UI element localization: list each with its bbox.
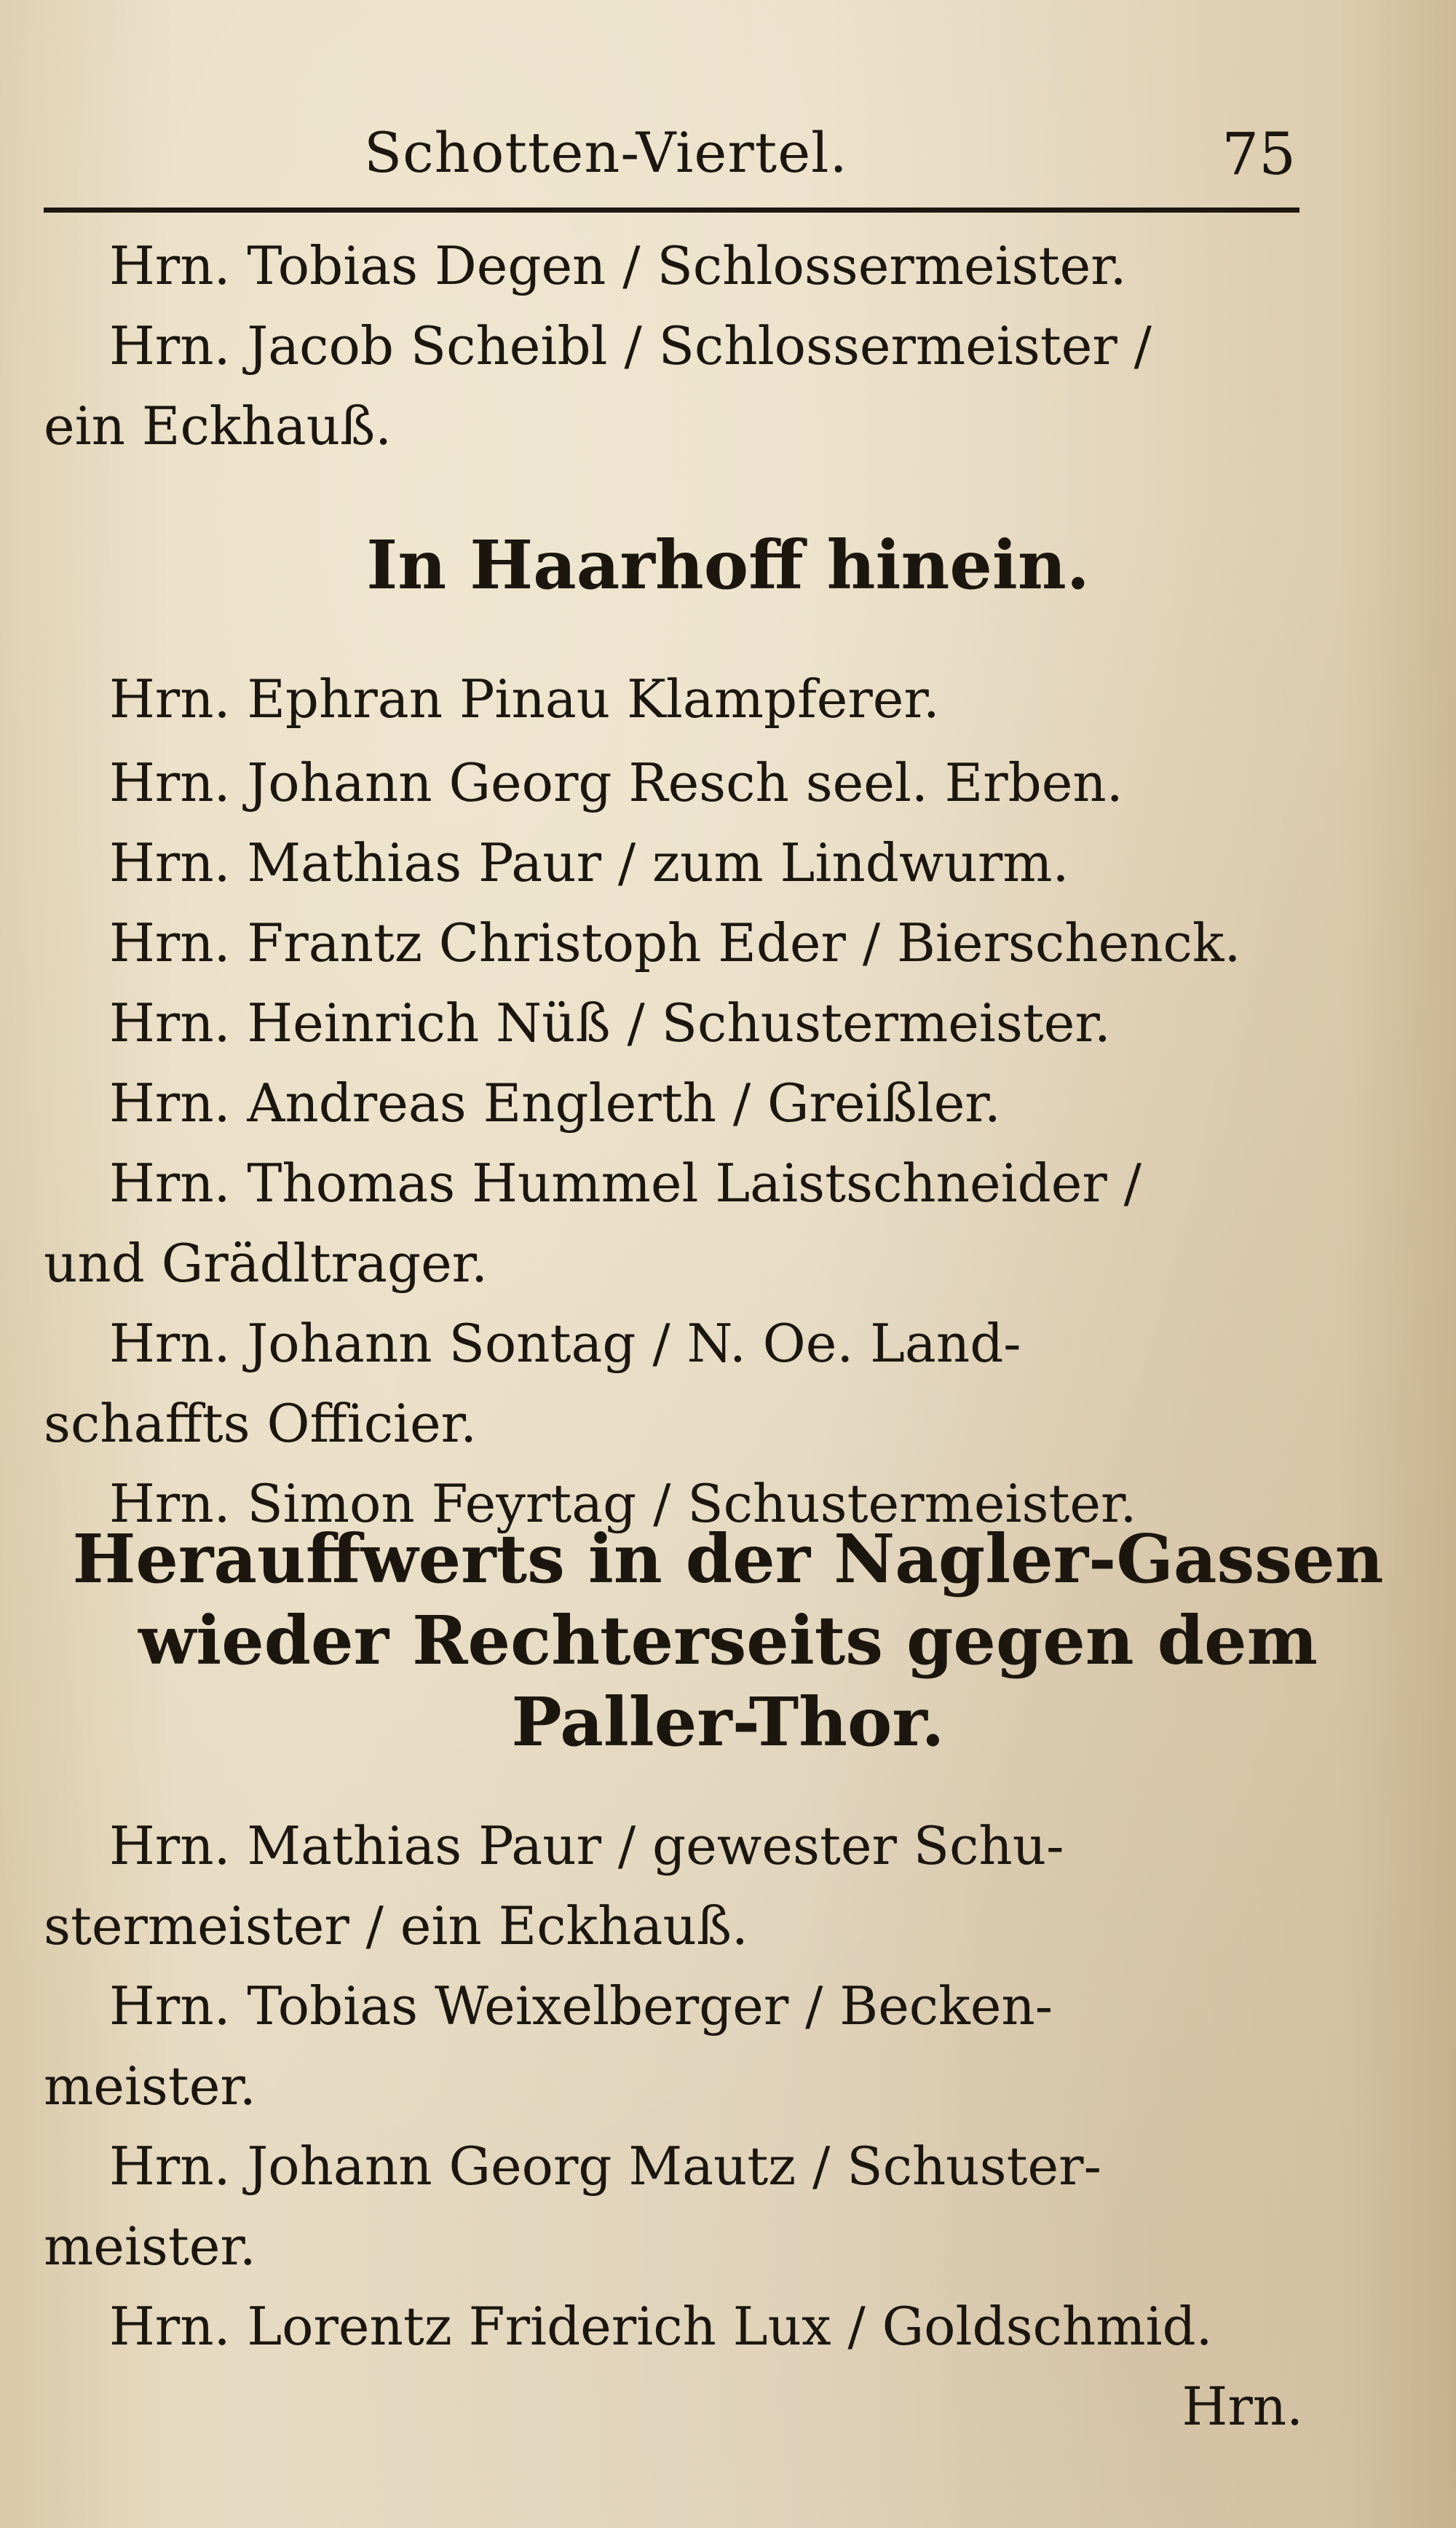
text-line: Hrn. Jacob Scheibl / Schlossermeister / (109, 315, 1152, 376)
section-heading: In Haarhoff hinein. (366, 526, 1090, 604)
text-line: Hrn. Lorentz Friderich Lux / Goldschmid. (109, 2296, 1213, 2357)
header-title: Schotten-Viertel. (364, 120, 848, 185)
header-rule (44, 208, 1299, 213)
text-line: ein Eckhauß. (44, 395, 392, 457)
page-number: 75 (1222, 120, 1296, 188)
text-line: Hrn. Johann Sontag / N. Oe. Land- (109, 1313, 1021, 1374)
section-heading: Paller-Thor. (511, 1683, 945, 1761)
text-line: Hrn. Johann Georg Resch seel. Erben. (109, 752, 1123, 813)
text-line: Hrn. Johann Georg Mautz / Schuster- (109, 2136, 1101, 2197)
text-line: Hrn. Tobias Weixelberger / Becken- (109, 1975, 1053, 2037)
text-line: schaffts Officier. (44, 1393, 478, 1454)
text-line: Hrn. Tobias Degen / Schlossermeister. (109, 235, 1127, 296)
text-line: Hrn. Simon Feyrtag / Schustermeister. (109, 1473, 1137, 1534)
catchword: Hrn. (1182, 2376, 1303, 2437)
section-heading: wieder Rechterseits gegen dem (138, 1601, 1318, 1680)
text-line: und Grädltrager. (44, 1233, 488, 1294)
text-line: Hrn. Thomas Hummel Laistschneider / (109, 1153, 1142, 1214)
section-heading: Herauffwerts in der Nagler-Gassen (72, 1520, 1384, 1598)
text-line: Hrn. Mathias Paur / zum Lindwurm. (109, 832, 1069, 893)
text-line: meister. (44, 2055, 256, 2117)
text-line: stermeister / ein Eckhauß. (44, 1895, 748, 1956)
text-line: Hrn. Ephran Pinau Klampferer. (109, 668, 940, 730)
text-line: meister. (44, 2216, 256, 2277)
text-line: Hrn. Andreas Englerth / Greißler. (109, 1073, 1001, 1134)
text-line: Hrn. Mathias Paur / gewester Schu- (109, 1815, 1064, 1876)
running-header (349, 120, 1296, 208)
text-line: Hrn. Heinrich Nüß / Schustermeister. (109, 992, 1111, 1054)
text-line: Hrn. Frantz Christoph Eder / Bierschenck. (109, 912, 1241, 973)
